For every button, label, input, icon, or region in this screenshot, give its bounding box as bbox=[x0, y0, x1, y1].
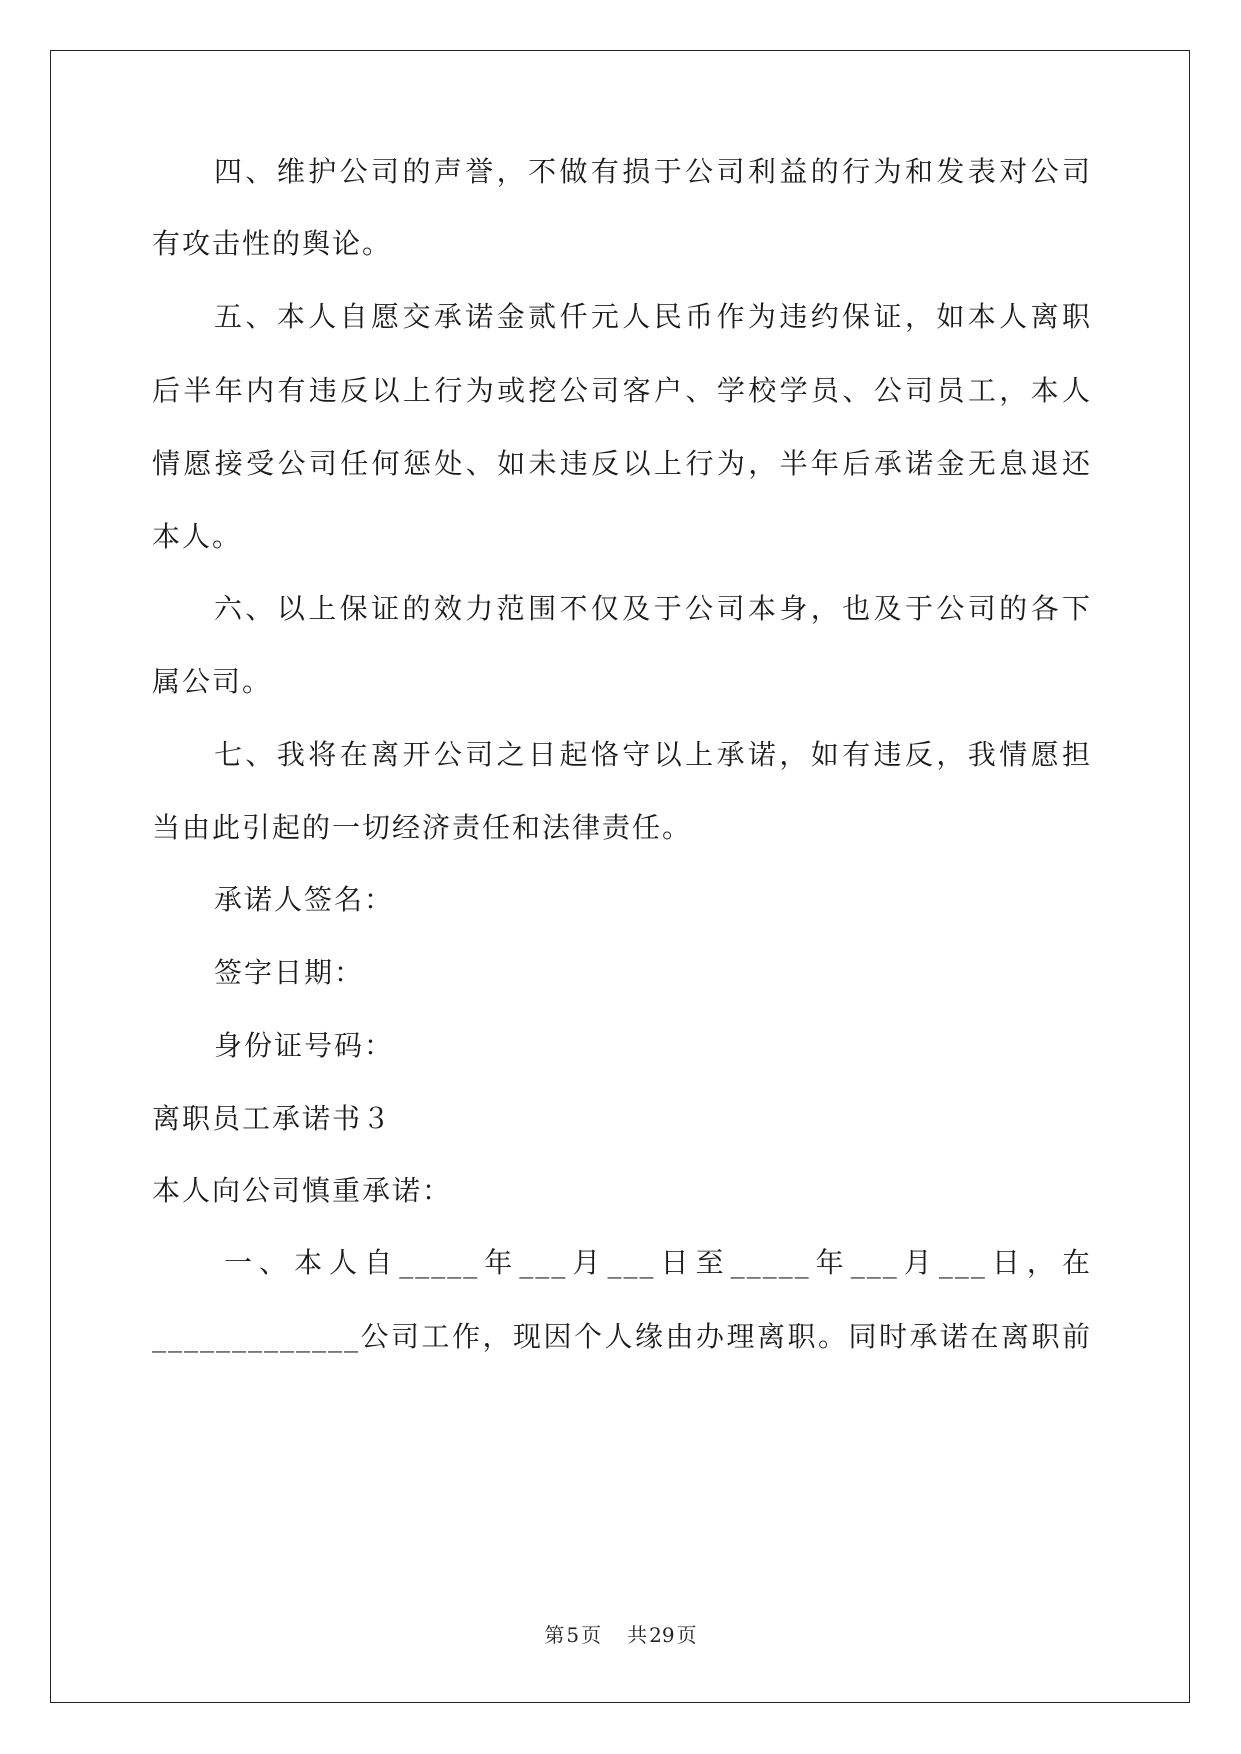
paragraph-5-line-4: 本人。 bbox=[152, 520, 243, 553]
paragraph-7-line-2: 当由此引起的一切经济责任和法律责任。 bbox=[152, 811, 693, 844]
page-current: 5 bbox=[566, 1623, 580, 1647]
paragraph-4-line-1: 四、维护公司的声誉，不做有损于公司利益的行为和发表对公司 bbox=[214, 155, 1092, 188]
item-1-line-1: 一、本人自_____年___月___日至_____年___月___日，在 bbox=[224, 1246, 1092, 1279]
paragraph-5-line-3: 情愿接受公司任何惩处、如未违反以上行为，半年后承诺金无息退还 bbox=[152, 447, 1092, 480]
section-title: 离职员工承诺书３ bbox=[152, 1102, 393, 1135]
paragraph-6-line-1: 六、以上保证的效力范围不仅及于公司本身，也及于公司的各下 bbox=[214, 592, 1092, 625]
paragraph-5-line-2: 后半年内有违反以上行为或挖公司客户、学校学员、公司员工，本人 bbox=[152, 374, 1092, 407]
signature-name-label: 承诺人签名： bbox=[214, 883, 395, 916]
paragraph-6-line-2: 属公司。 bbox=[152, 665, 273, 698]
signature-date-label: 签字日期： bbox=[214, 956, 365, 989]
paragraph-7-line-1: 七、我将在离开公司之日起恪守以上承诺，如有违反，我情愿担 bbox=[214, 738, 1092, 771]
paragraph-4-line-2: 有攻击性的舆论。 bbox=[152, 227, 393, 260]
total-prefix: 共 bbox=[627, 1623, 648, 1647]
paragraph-5-line-1: 五、本人自愿交承诺金贰仟元人民币作为违约保证，如本人离职 bbox=[214, 300, 1092, 333]
total-unit: 页 bbox=[676, 1623, 697, 1647]
page-unit: 页 bbox=[581, 1623, 602, 1647]
intro-statement: 本人向公司慎重承诺： bbox=[152, 1174, 453, 1207]
page-footer bbox=[0, 1623, 1241, 1647]
page-prefix: 第 bbox=[544, 1623, 565, 1647]
item-1-line-2: _____________公司工作，现因个人缘由办理离职。同时承诺在离职前 bbox=[152, 1320, 1092, 1353]
page-total: 29 bbox=[649, 1623, 675, 1647]
id-number-label: 身份证号码： bbox=[214, 1029, 395, 1062]
